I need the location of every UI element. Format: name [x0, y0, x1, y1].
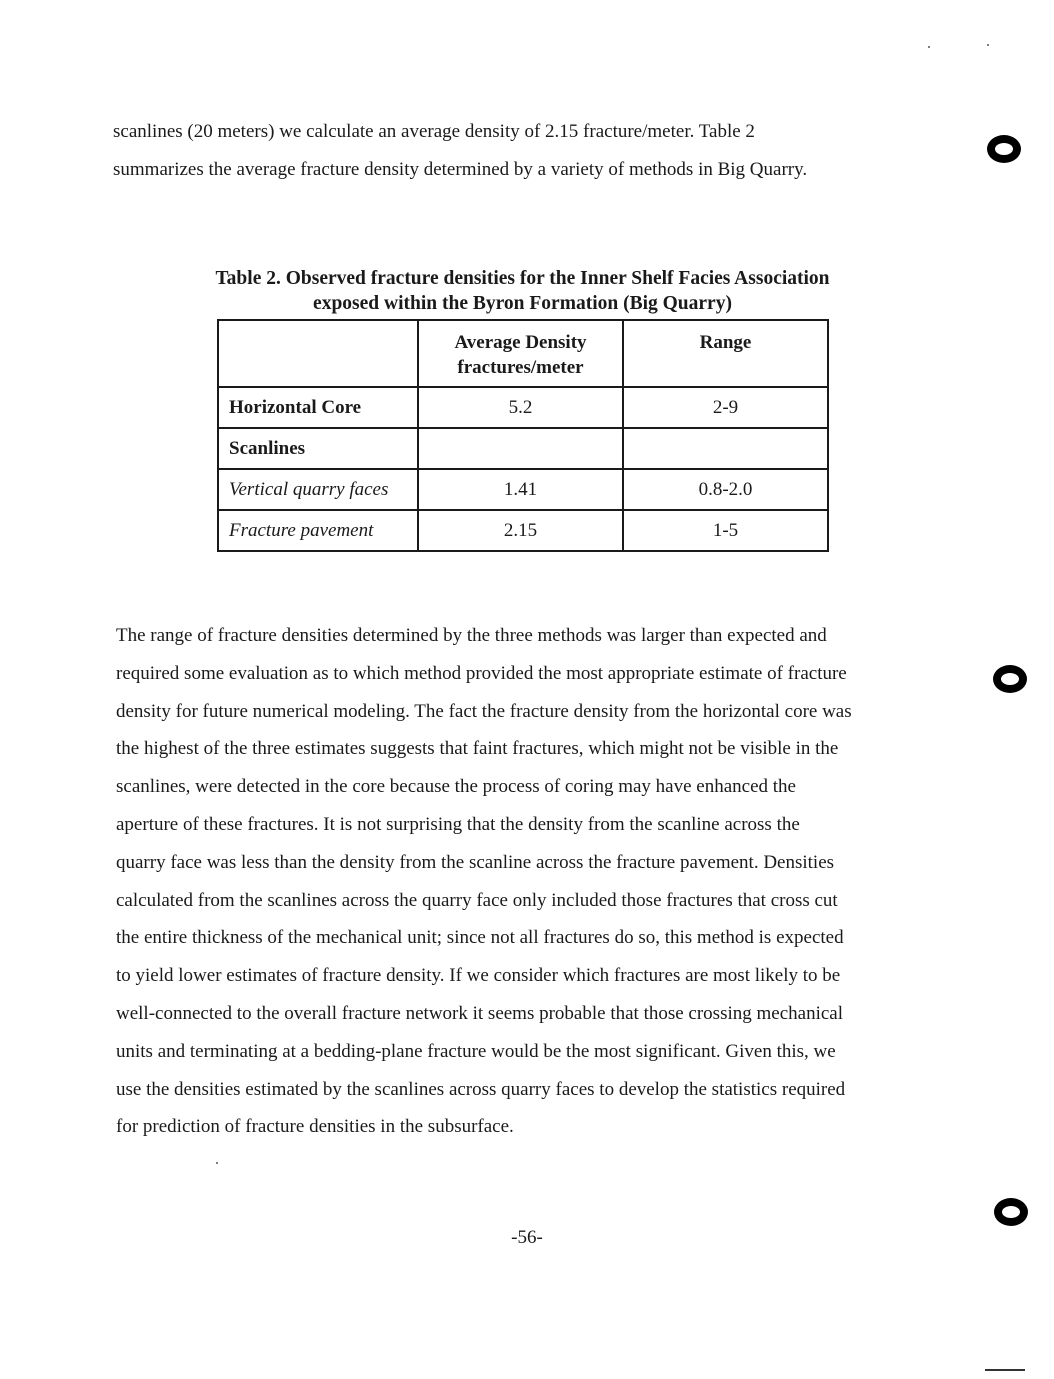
header-average-density-unit: fractures/meter [457, 357, 584, 378]
average-density-cell: 2.15 [418, 510, 623, 551]
header-average-density-line: Average Density [454, 332, 587, 353]
page-number: -56- [511, 1227, 543, 1248]
range-cell: 0.8-2.0 [623, 469, 828, 510]
text-line: the highest of the three estimates suggests that faint fractures, which might not be visible in the [116, 738, 839, 760]
text-line: scanlines (20 meters) we calculate an average density of 2.15 fracture/meter. Table 2 [113, 121, 755, 142]
text-line: required some evaluation as to which method provided the most appropriate estimate of fracture [116, 662, 847, 684]
range-cell: 1-5 [623, 510, 828, 551]
text-line: density for future numerical modeling. The fact the fracture density from the horizontal core was [116, 700, 852, 722]
header-average-density [418, 320, 623, 387]
row-label: Fracture pavement [218, 510, 418, 551]
table-row [218, 510, 828, 551]
range-cell: 2-9 [623, 387, 828, 428]
text-line: scanlines, were detected in the core because the process of coring may have enhanced the [116, 776, 796, 798]
table-caption [150, 266, 895, 316]
average-density-cell [418, 428, 623, 469]
text-line: quarry face was less than the density from the scanline across the fracture pavement. Densities [116, 851, 835, 873]
header-blank-cell [218, 320, 418, 387]
table-caption-line: exposed within the Byron Formation (Big Quarry) [313, 293, 732, 314]
punch-hole-icon [994, 1198, 1028, 1226]
text-line: summarizes the average fracture density determined by a variety of methods in Big Quarry. [113, 159, 808, 180]
text-line: calculated from the scanlines across the quarry face only included those fractures that cross cut [116, 889, 838, 911]
scan-speck [216, 1162, 218, 1164]
text-line: units and terminating at a bedding-plane fracture would be the most significant. Given this, we [116, 1040, 836, 1062]
row-label: Horizontal Core [218, 387, 418, 428]
text-line: well-connected to the overall fracture network it seems probable that those crossing mechanical [116, 1002, 844, 1024]
main-paragraph [116, 617, 946, 1146]
text-line: for prediction of fracture densities in the subsurface. [116, 1116, 514, 1138]
text-line: to yield lower estimates of fracture density. If we consider which fractures are most likely to be [116, 965, 841, 987]
range-cell [623, 428, 828, 469]
average-density-cell: 5.2 [418, 387, 623, 428]
table-header-row [218, 320, 828, 387]
punch-hole-icon [987, 135, 1021, 163]
average-density-cell: 1.41 [418, 469, 623, 510]
scan-edge-line [985, 1369, 1025, 1371]
row-label: Vertical quarry faces [218, 469, 418, 510]
row-label: Scanlines [218, 428, 418, 469]
text-line: aperture of these fractures. It is not surprising that the density from the scanline across the [116, 813, 800, 835]
table-row [218, 469, 828, 510]
text-line: use the densities estimated by the scanlines across quarry faces to develop the statistics required [116, 1078, 846, 1100]
table-caption-line: Table 2. Observed fracture densities for the Inner Shelf Facies Association [215, 268, 830, 289]
table-row [218, 428, 828, 469]
top-paragraph [113, 113, 913, 189]
fracture-density-table [217, 319, 829, 552]
table-row [218, 387, 828, 428]
header-range: Range [623, 320, 828, 387]
text-line: the entire thickness of the mechanical unit; since not all fractures do so, this method is expected [116, 927, 844, 949]
text-line: The range of fracture densities determined by the three methods was larger than expected and [116, 625, 827, 646]
scan-speck [928, 46, 930, 48]
scan-speck [987, 44, 989, 46]
punch-hole-icon [993, 665, 1027, 693]
